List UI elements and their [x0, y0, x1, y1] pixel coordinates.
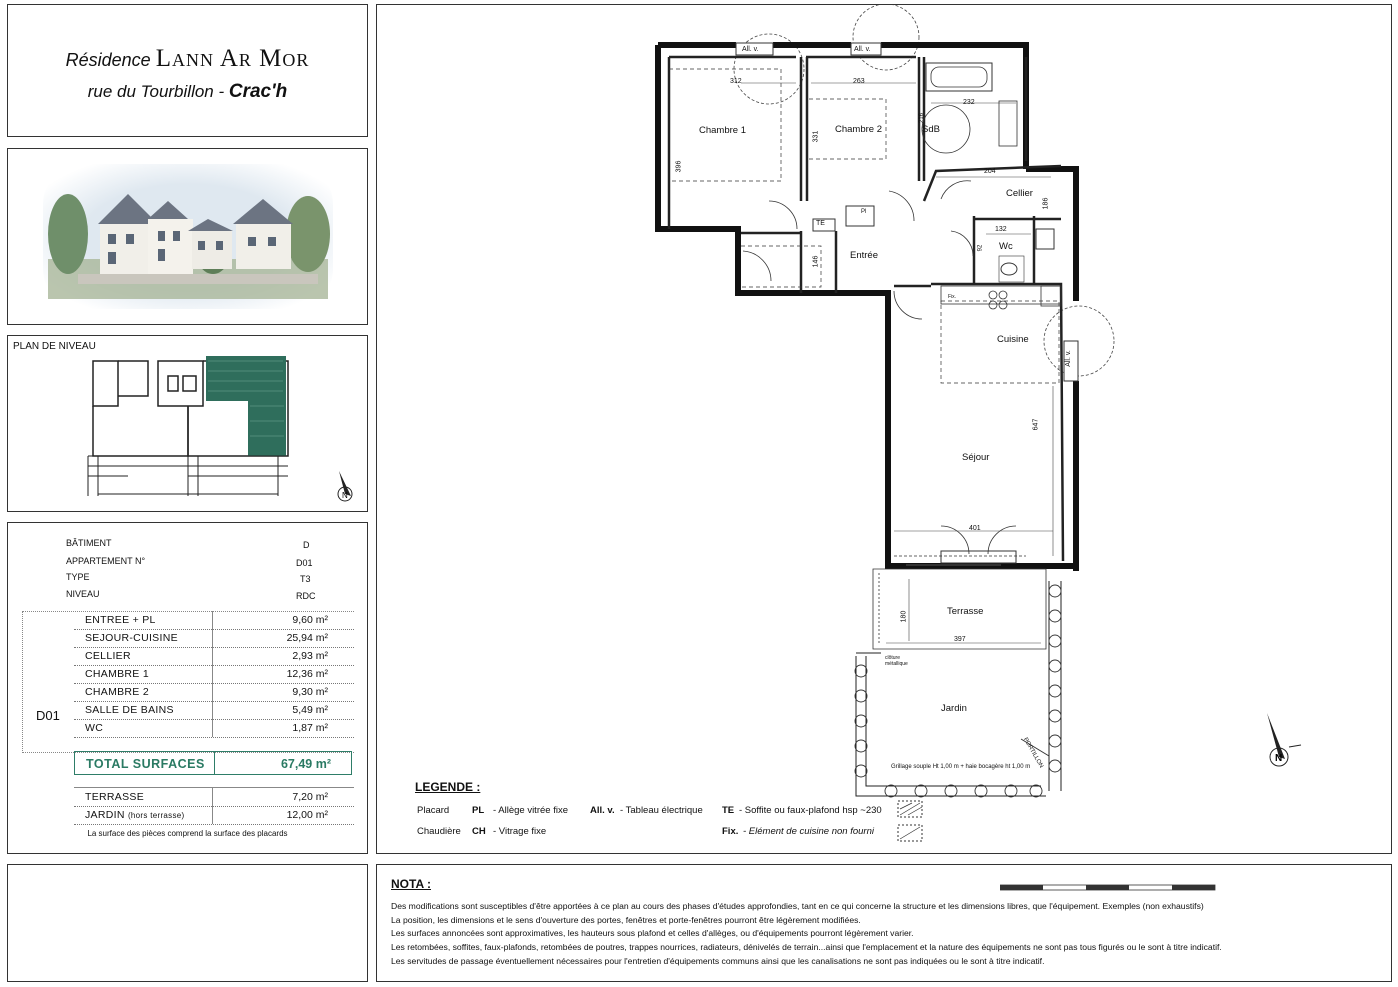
total-surfaces-row	[74, 751, 352, 775]
north-arrow-small-icon	[338, 471, 352, 501]
extra-row	[74, 787, 354, 807]
room-label-terrasse: Terrasse	[947, 606, 984, 617]
north-arrow-icon	[1267, 713, 1301, 766]
allv-tag: All. v.	[854, 46, 871, 53]
dimension-label: 180	[900, 610, 908, 623]
room-area: 9,60 m²	[292, 614, 328, 626]
room-area: 12,36 m²	[286, 668, 328, 680]
svg-text:N: N	[1275, 753, 1283, 764]
legend-pl-desc: - Allège vitrée fixe	[493, 805, 568, 816]
room-label-chambre2: Chambre 2	[835, 124, 882, 135]
room-row	[74, 665, 354, 684]
row-separator	[212, 806, 213, 824]
extra-row	[74, 806, 354, 825]
room-area: 25,94 m²	[286, 632, 328, 644]
legend-pl-code: PL	[472, 805, 485, 816]
row-separator	[212, 647, 213, 665]
dimension-label: 331	[812, 130, 820, 143]
type-value: T3	[300, 574, 311, 584]
row-separator	[212, 788, 213, 806]
room-row	[74, 719, 354, 738]
fix-tag: Fix.	[948, 294, 957, 300]
building-value: D	[303, 540, 310, 550]
legend-allv-code: All. v.	[590, 805, 615, 816]
room-name: CELLIER	[85, 650, 131, 662]
room-area: 2,93 m²	[292, 650, 328, 662]
nota-line: La position, les dimensions et le sens d'ouverture des portes, fenêtres et porte-fenêtres pourront être légèrement modifiées.	[391, 915, 861, 925]
room-area: 5,49 m²	[292, 704, 328, 716]
room-label-jardin: Jardin	[941, 703, 967, 714]
legend-ch-code: CH	[472, 826, 486, 837]
legend-te-desc: - Soffite ou faux-plafond hsp ~230	[739, 805, 882, 816]
nota-line: Des modifications sont susceptibles d'être apportées à ce plan au cours des phases d'études approfondies, tant en ce qui concerne la structure et les dimensions libres, que l'équipement. Exemples (non exhaustifs)	[391, 901, 1204, 911]
apartment-number-label: APPARTEMENT N°	[66, 556, 146, 566]
floor-plan-drawing	[377, 5, 1391, 853]
pl-tag: Pl	[861, 209, 867, 215]
residence-name: Lann Ar Mor	[155, 45, 310, 72]
room-name: SEJOUR-CUISINE	[85, 632, 178, 644]
allv-tag: All. v.	[1064, 350, 1072, 367]
room-label-cellier: Cellier	[1006, 188, 1033, 199]
type-label: TYPE	[66, 572, 90, 582]
row-separator	[214, 752, 215, 774]
extra-name: TERRASSE	[85, 791, 144, 803]
row-separator	[212, 719, 213, 737]
row-separator	[212, 701, 213, 719]
dimension-label: 216	[919, 112, 926, 124]
room-name: WC	[85, 722, 104, 734]
dimension-label: 312	[730, 78, 742, 85]
level-plan-drawing	[8, 336, 367, 511]
room-label-wc: Wc	[999, 241, 1013, 252]
dimension-label: 132	[995, 226, 1007, 233]
fence-tag: clôture métallique	[885, 655, 908, 667]
row-separator	[212, 665, 213, 683]
room-name: SALLE DE BAINS	[85, 704, 174, 716]
apartment-info-panel	[7, 522, 368, 854]
legend-allv-desc: - Tableau électrique	[620, 805, 703, 816]
dimension-label: 263	[853, 78, 865, 85]
room-row	[74, 683, 354, 702]
nota-line: Les servitudes de passage éventuellement nécessaires pour l'entretien d'équipements communs ainsi que les canalisations ne sont pas indiquées ou le sont à titre indicatif.	[391, 956, 1045, 966]
blank-panel	[7, 864, 368, 982]
dimension-label: 401	[969, 525, 981, 532]
room-name: CHAMBRE 1	[85, 668, 149, 680]
legend-chaudiere: Chaudière	[417, 826, 461, 837]
extra-note: (hors terrasse)	[127, 811, 185, 820]
portillon-tag: PORTILLON	[1021, 736, 1045, 770]
apartment-number-value: D01	[296, 558, 313, 568]
legend-ch-desc: - Vitrage fixe	[493, 826, 547, 837]
street-name: rue du Tourbillon -	[87, 82, 225, 101]
te-tag: TE	[816, 220, 825, 227]
scale-bar	[1000, 883, 1220, 893]
level-plan-panel	[7, 335, 368, 512]
level-label: NIVEAU	[66, 589, 100, 599]
building-illustration	[8, 149, 367, 324]
town-name: Crac'h	[228, 81, 288, 102]
nota-line: Les surfaces annoncées sont approximatives, les hauteurs sous plafond et celles d'allèges, ou d'équipements pourront légèrement varier.	[391, 928, 914, 938]
row-separator	[212, 611, 213, 629]
dimension-label: 396	[675, 160, 683, 173]
dimension-label: 397	[954, 636, 966, 643]
nota-title: NOTA :	[391, 877, 431, 891]
svg-text:N: N	[342, 491, 348, 500]
level-plan-label: PLAN DE NIVEAU	[13, 341, 96, 352]
area-footnote: La surface des pièces comprend la surface des placards	[87, 829, 288, 838]
building-illustration-panel	[7, 148, 368, 325]
room-label-sdb: SdB	[922, 124, 940, 135]
room-row	[74, 701, 354, 720]
allv-tag: All. v.	[742, 46, 759, 53]
building-label: BÂTIMENT	[66, 538, 112, 548]
residence-prefix: Résidence	[65, 50, 151, 70]
total-label: TOTAL SURFACES	[86, 757, 205, 771]
legend-te-code: TE	[722, 805, 735, 816]
row-separator	[212, 683, 213, 701]
room-label-sejour: Séjour	[962, 452, 990, 463]
room-area: 1,87 m²	[292, 722, 328, 734]
dimension-label: 232	[963, 99, 975, 106]
legend-fix-code: Fix.	[722, 826, 739, 837]
room-name: ENTREE + PL	[85, 614, 156, 626]
residence-title	[8, 45, 367, 73]
floor-plan-panel	[376, 4, 1392, 854]
dimension-label: 186	[1042, 197, 1050, 210]
room-label-cuisine: Cuisine	[997, 334, 1029, 345]
room-row	[74, 629, 354, 648]
room-row	[74, 611, 354, 630]
nota-line: Les retombées, soffites, faux-plafonds, retombées de poutres, trappes nourrices, radiateurs, dénivelés de terrain...ainsi que l'emplacement et la nature des équipements ne sont pas tous figurés ou le sont à titre indicatif.	[391, 942, 1222, 952]
grillage-note: Grillage souple Ht 1,00 m + haie bocagère ht 1,00 m	[891, 764, 1031, 770]
legend-placard: Placard	[417, 805, 450, 816]
nota-panel	[376, 864, 1392, 982]
apartment-code: D01	[36, 708, 60, 723]
dimension-label: 146	[812, 255, 820, 268]
extra-area: 12,00 m²	[286, 809, 328, 821]
row-separator	[212, 629, 213, 647]
room-row	[74, 647, 354, 666]
title-panel	[7, 4, 368, 137]
extra-name: JARDIN	[85, 809, 125, 821]
dimension-label: 92	[977, 244, 984, 252]
level-value: RDC	[296, 591, 316, 601]
extra-area: 7,20 m²	[292, 791, 328, 803]
room-label-chambre1: Chambre 1	[699, 125, 746, 136]
room-label-entree: Entrée	[850, 250, 878, 261]
residence-address	[8, 81, 367, 103]
room-name: CHAMBRE 2	[85, 686, 149, 698]
room-area: 9,30 m²	[292, 686, 328, 698]
total-value: 67,49 m²	[280, 757, 331, 771]
legend-fix-desc: - Elément de cuisine non fourni	[743, 826, 874, 837]
legend-title: LEGENDE :	[415, 780, 481, 794]
dimension-label: 204	[984, 168, 996, 175]
dimension-label: 647	[1032, 418, 1040, 431]
